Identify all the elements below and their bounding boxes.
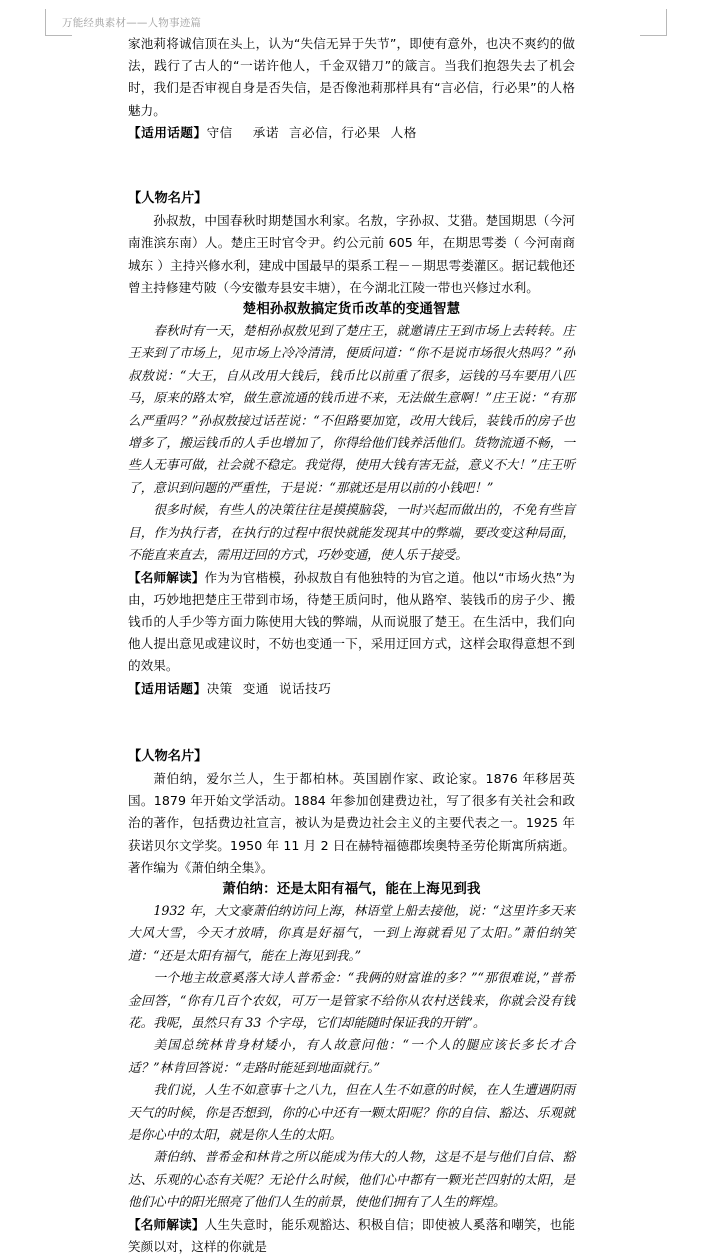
topics-label: 【适用话题】 [128, 680, 207, 696]
expert-reading-bernard-shaw [128, 1214, 575, 1258]
topics-line-chi-li [128, 122, 575, 144]
person-card-label-bernard-shaw: 【人物名片】 [128, 748, 208, 764]
story-paragraph: 很多时候，有些人的决策往往是摸摸脑袋，一时兴起而做出的，不免有些盲目，作为执行者，在执行的过程中很快就能发现其中的弊端，要改变这种局面，不能直来直去，需用迂回的方式，巧妙变通，使人乐于接受。 [128, 502, 575, 563]
expert-reading-sun-shu-ao [128, 567, 575, 678]
section-spacer [128, 700, 575, 744]
paragraph-chi-li-closing: 家池莉将诚信顶在头上，认为“失信无异于失节”，即使有意外，也决不爽约的做法，践行了古人的“一诺许他人，千金双错刀”的箴言。当我们抱怨失去了机会时，我们是否审视自身是否失信，是否像池莉那样具有“言必信，行必果”的人格魅力。 [128, 36, 575, 118]
article-title-sun-shu-ao: 楚相孙叔敖搞定货币改革的变通智慧 [242, 302, 461, 318]
expert-reading-text: 人生失意时，能乐观豁达、积极自信；即使被人奚落和嘲笑，也能笑颜以对，这样的你就是 [128, 1216, 575, 1254]
topic-item: 说话技巧 [278, 680, 332, 696]
expert-reading-label: 【名师解读】 [128, 569, 205, 585]
expert-reading-text: 作为为官楷模，孙叔敖自有他独特的为官之道。他以“市场火热”为由，巧妙地把楚庄王带到市场，待楚王质问时，他从路窄、装钱币的房子少、搬钱币的人手少等方面力陈使用大钱的弊端，从而说服了楚王。在生活中，我们向他人提出意见或建议时，不妨也变通一下，采用迂回方式，这样会取得意想不到的效果。 [128, 569, 575, 674]
topic-item: 承诺 [252, 124, 279, 140]
story-paragraph: 美国总统林肯身材矮小，有人故意问他：“一个人的腿应该长多长才合适？”林肯回答说：“走路时能延到地面就行。” [128, 1037, 575, 1075]
crop-mark-top-right [640, 9, 667, 36]
running-header: 万能经典素材——人物事迹篇 [62, 17, 202, 29]
person-bio-bernard-shaw: 萧伯纳，爱尔兰人，生于都柏林。英国剧作家、政论家。1876 年移居英国。1879 年开始文学活动。1884 年参加创建费边社，写了很多有关社会和政治的著作，包括费边社宣言，被认为是费边社会主义的主要代表之一。1925 年获诺贝尔文学奖。1950 年 11 月 2 日在赫特福德郡埃奥特圣劳伦斯寓所病逝。著作编为《萧伯纳全集》。 [128, 770, 575, 875]
person-card-label-sun-shu-ao: 【人物名片】 [128, 191, 208, 207]
topic-item: 言必信，行必果 [288, 124, 381, 140]
document-body [128, 33, 575, 1258]
person-bio-sun-shu-ao: 孙叔敖，中国春秋时期楚国水利家。名敖，字孙叔、艾猎。楚国期思（今河南淮滨东南）人。楚庄王时官令尹。约公元前 605 年，在期思雩娄（ 今河南商城东 ）主持兴修水利，建成中国最早的渠系工程－－期思雩娄灌区。据记载他还曾主持修建芍陂（今安徽寿县安丰塘），在今湖北江陵一带也兴修过水利。 [128, 213, 575, 295]
topic-item: 决策 [206, 680, 233, 696]
story-paragraph: 萧伯纳、普希金和林肯之所以能成为伟大的人物，这是不是与他们自信、豁达、乐观的心态有关呢？无论什么时候，他们心中都有一颗光芒四射的太阳，是他们心中的阳光照亮了他们人生的前景，使他们拥有了人生的辉煌。 [128, 1149, 575, 1210]
topics-label: 【适用话题】 [128, 124, 207, 140]
topic-item: 变通 [242, 680, 269, 696]
topic-item: 人格 [390, 124, 417, 140]
story-paragraph: 我们说，人生不如意事十之八九，但在人生不如意的时候，在人生遭遇阴雨天气的时候，你是否想到，你的心中还有一颗太阳呢？你的自信、豁达、乐观就是你心中的太阳，就是你人生的太阳。 [128, 1082, 575, 1142]
expert-reading-label: 【名师解读】 [128, 1216, 205, 1232]
article-title-bernard-shaw: 萧伯纳：还是太阳有福气，能在上海见到我 [222, 881, 481, 897]
topics-line-sun-shu-ao [128, 678, 575, 700]
section-spacer [128, 144, 575, 188]
story-paragraph: 一个地主故意奚落大诗人普希金：“我俩的财富谁的多？”“那很难说，”普希金回答，“你有几百个农奴，可万一是管家不给你从农村送钱来，你就会没有钱花。我呢，虽然只有 33 个字母，它们却能随时保证我的开销”。 [128, 970, 575, 1030]
story-paragraph: 春秋时有一天，楚相孙叔敖见到了楚庄王，就邀请庄王到市场上去转转。庄王来到了市场上，见市场上冷冷清清，便质问道：“你不是说市场很火热吗？”孙叔敖说：“大王，自从改用大钱后，钱币比以前重了很多，运钱的马车要用八匹马，原来的路太窄，做生意流通的钱币进不来，无法做生意啊！”庄王说：“有那么严重吗？”孙叔敖接过话茬说：“不但路要加宽，改用大钱后，装钱币的房子也增多了，搬运钱币的人手也增加了，你得给他们钱养活他们。货物流通不畅，一些人无事可做，社会就不稳定。我觉得，使用大钱有害无益，意义不大！”庄王听了，意识到问题的严重性，于是说：“那就还是用以前的小钱吧！” [128, 323, 575, 495]
story-paragraph: 1932 年，大文豪萧伯纳访问上海，林语堂上船去接他，说：“这里许多天来大风大雪，今天才放晴，你真是好福气，一到上海就看见了太阳。”萧伯纳笑道：“还是太阳有福气，能在上海见到我。” [128, 902, 575, 963]
topic-item: 守信 [206, 124, 233, 140]
